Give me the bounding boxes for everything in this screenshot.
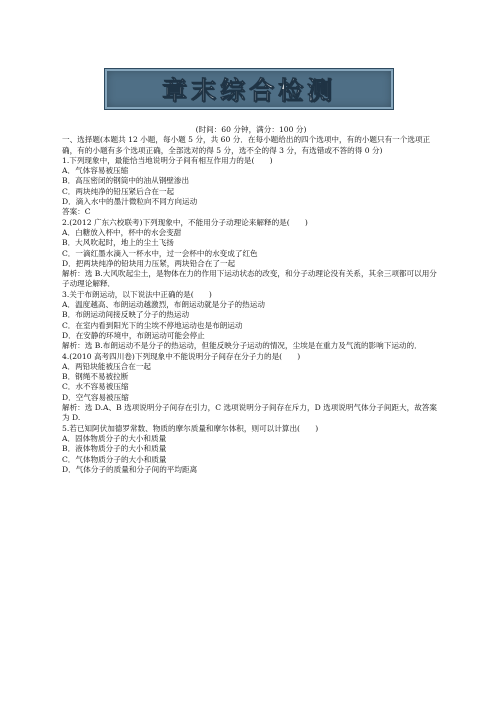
text-line: 1.下列现象中，最能恰当地说明分子间有相互作用力的是( ) [62, 155, 273, 165]
text-line: D．滴入水中的墨汁微粒向不同方向运动 [62, 197, 198, 207]
text-line: C．水不容易被压缩 [62, 382, 129, 392]
text-line: 4.(2010 高考四川卷)下列现象中不能说明分子间存在分子力的是( ) [62, 351, 301, 361]
text-line: 解析：选 D.A、B 选项说明分子间存在引力，C 选项说明分子间存在斥力，D 选项说明气体分子间距大，故答案为 D. [62, 403, 437, 423]
text-line: C．一滴红墨水滴入一杯水中，过一会杯中的水变成了红色 [62, 248, 258, 258]
text-line: 2.(2012 广东六校联考)下列现象中，不能用分子动理论来解释的是( ) [62, 217, 308, 227]
text-line: A．气体容易被压缩 [62, 166, 129, 176]
text-line: C．在室内看到阳光下的尘埃不停地运动也是布朗运动 [62, 320, 243, 330]
text-line: 答案：C [62, 207, 91, 217]
title-banner [104, 68, 394, 110]
text-line: B．大风吹起时，地上的尘土飞扬 [62, 238, 174, 248]
text-line: A．两铅块能被压合在一起 [62, 361, 152, 371]
text-line: 3.关于布朗运动，以下说法中正确的是( ) [62, 289, 212, 299]
text-line: A．温度越高、布朗运动越激烈，布朗运动就是分子的热运动 [62, 300, 265, 310]
text-line: B．液体物质分子的大小和质量 [62, 444, 167, 454]
text-line: B．钢绳不易被拉断 [62, 372, 129, 382]
text-line: A．白糖放入杯中，杯中的水会变甜 [62, 227, 182, 237]
text-line: 5.若已知阿伏加德罗常数、物质的摩尔质量和摩尔体积，则可以计算出( ) [62, 423, 319, 433]
text-line: D．把两块纯净的铅块用力压紧，两块铅合在了一起 [62, 258, 236, 268]
text-line: B．高压密闭的钢筒中的油从钢壁渗出 [62, 176, 190, 186]
text-line: D．在安静的环境中，布朗运动可能会停止 [62, 330, 205, 340]
text-line: B．布朗运动间接反映了分子的热运动 [62, 310, 190, 320]
text-line: D．空气容易被压缩 [62, 392, 129, 402]
section-intro: 一、选择题(本题共 12 小题，每小题 5 分，共 60 分．在每小题给出的四个选项中，有的小题只有一个选项正确，有的小题有多个选项正确，全部选对的得 5 分，选不全的得 3 分，有选错或不答的得 0 分) [62, 135, 431, 155]
text-line: 解析：选 B.大风吹起尘土，是物体在力的作用下运动状态的改变，和分子动理论没有关系，其余三项都可以用分子动理论解释． [62, 269, 437, 289]
text-line: 解析：选 B.布朗运动不是分子的热运动，但能反映分子运动的情况，尘埃是在重力及气流的影响下运动的． [62, 341, 422, 351]
document-body [62, 125, 440, 475]
text-line: C．气体物质分子的大小和质量 [62, 454, 167, 464]
exam-info: (时间：60 分钟，满分：100 分) [195, 125, 307, 134]
page-title: 章末综合检测 [161, 76, 336, 105]
text-line: C．两块纯净的铅压紧后合在一起 [62, 186, 175, 196]
text-line: D．气体分子的质量和分子间的平均距离 [62, 464, 198, 474]
text-line: A．固体物质分子的大小和质量 [62, 433, 167, 443]
